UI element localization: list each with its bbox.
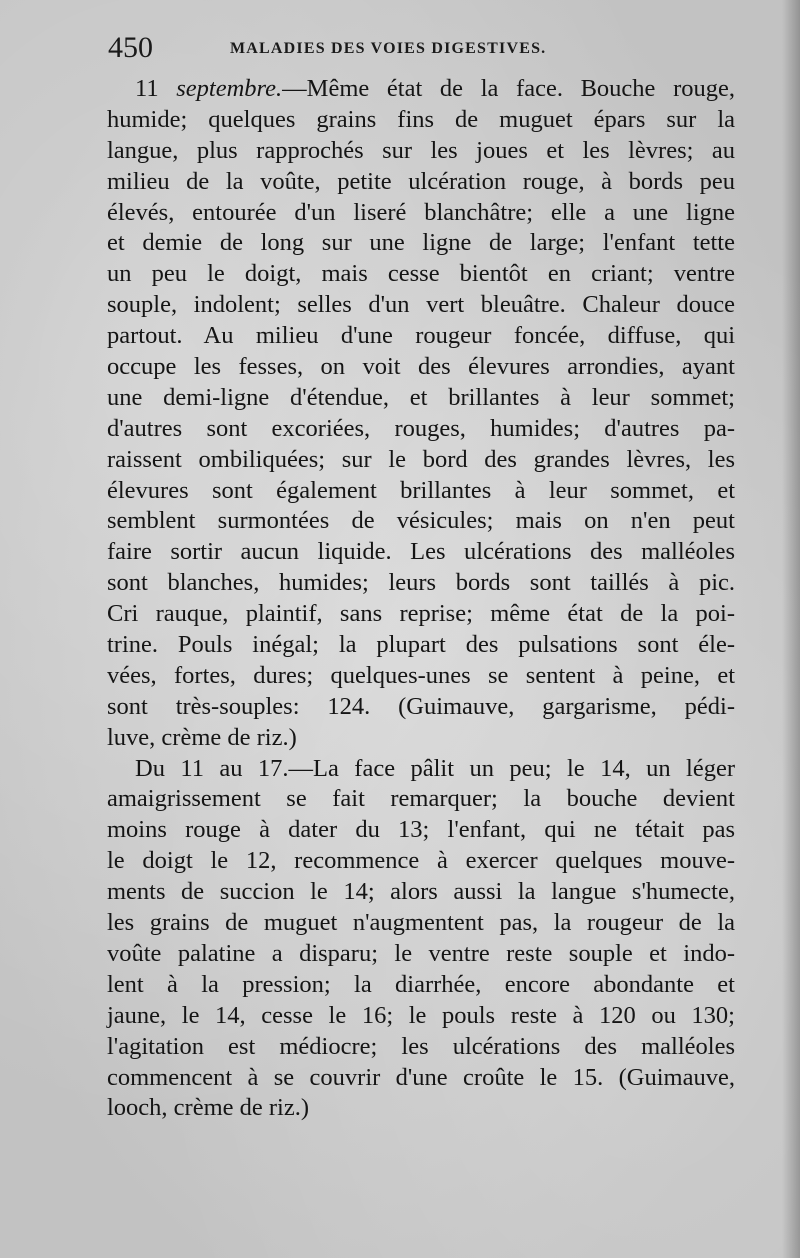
text-line: élevés, entourée d'un liseré blanchâtre; elle a une ligne bbox=[107, 198, 735, 226]
text-line: les grains de muguet n'augmentent pas, la rougeur de la bbox=[107, 909, 735, 937]
running-head: MALADIES DES VOIES DIGESTIVES. bbox=[230, 40, 547, 57]
entry-month: septembre. bbox=[176, 75, 283, 102]
text-line: semblent surmontées de vésicules; mais on n'en peut bbox=[107, 507, 735, 535]
text-line: humide; quelques grains fins de muguet épars sur la bbox=[107, 105, 735, 133]
text-line: sont blanches, humides; leurs bords sont taillés à pic. bbox=[107, 569, 735, 597]
text-line: Cri rauque, plaintif, sans reprise; même état de la poi- bbox=[107, 600, 735, 628]
text-line: ments de succion le 14; alors aussi la langue s'humecte, bbox=[107, 878, 735, 906]
text-line: partout. Au milieu d'une rougeur foncée, diffuse, qui bbox=[107, 322, 735, 350]
text-line: milieu de la voûte, petite ulcération rouge, à bords peu bbox=[107, 167, 735, 195]
text-line: élevures sont également brillantes à leur sommet, et bbox=[107, 476, 735, 504]
text-line: jaune, le 14, cesse le 16; le pouls reste à 120 ou 130; bbox=[107, 1001, 735, 1029]
text-line: 11 septembre.—Même état de la face. Bouche rouge, bbox=[135, 75, 735, 102]
text-line: looch, crème de riz.) bbox=[107, 1094, 310, 1122]
text-line: vées, fortes, dures; quelques-unes se sentent à peine, et bbox=[107, 661, 735, 689]
text-line: langue, plus rapprochés sur les joues et les lèvres; au bbox=[107, 136, 735, 164]
text-line: Du 11 au 17.—La face pâlit un peu; le 14, un léger bbox=[135, 754, 735, 782]
page-number: 450 bbox=[108, 31, 153, 64]
entry-date: 11 bbox=[135, 75, 159, 102]
text-line: faire sortir aucun liquide. Les ulcérations des malléoles bbox=[107, 538, 735, 566]
text-line: sont très-souples: 124. (Guimauve, gargarisme, pédi- bbox=[107, 692, 735, 720]
text-line: l'agitation est médiocre; les ulcérations des malléoles bbox=[107, 1032, 735, 1060]
text-line: voûte palatine a disparu; le ventre reste souple et indo- bbox=[107, 939, 735, 967]
text-line: d'autres sont excoriées, rouges, humides; d'autres pa- bbox=[107, 414, 735, 442]
text-line: souple, indolent; selles d'un vert bleuâtre. Chaleur douce bbox=[107, 291, 735, 319]
text-line: commencent à se couvrir d'une croûte le 15. (Guimauve, bbox=[107, 1063, 735, 1091]
text-line: un peu le doigt, mais cesse bientôt en criant; ventre bbox=[107, 260, 735, 288]
page-header bbox=[108, 30, 728, 70]
text-line: raissent ombiliquées; sur le bord des grandes lèvres, les bbox=[107, 445, 735, 473]
text-line: trine. Pouls inégal; la plupart des pulsations sont éle- bbox=[107, 631, 735, 659]
text-line: occupe les fesses, on voit des élevures arrondies, ayant bbox=[107, 353, 735, 381]
text-line: moins rouge à dater du 13; l'enfant, qui ne tétait pas bbox=[107, 816, 735, 844]
text-line: et demie de long sur une ligne de large; l'enfant tette bbox=[107, 229, 735, 257]
body-text bbox=[107, 74, 735, 1124]
text-line: amaigrissement se fait remarquer; la bouche devient bbox=[107, 785, 735, 813]
paragraph-2 bbox=[107, 754, 735, 1125]
text-line: le doigt le 12, recommence à exercer quelques mouve- bbox=[107, 847, 735, 875]
text-line: luve, crème de riz.) bbox=[107, 723, 297, 751]
text-line: une demi-ligne d'étendue, et brillantes à leur sommet; bbox=[107, 383, 735, 411]
text-line: lent à la pression; la diarrhée, encore abondante et bbox=[107, 970, 735, 998]
paragraph-1 bbox=[107, 74, 735, 754]
